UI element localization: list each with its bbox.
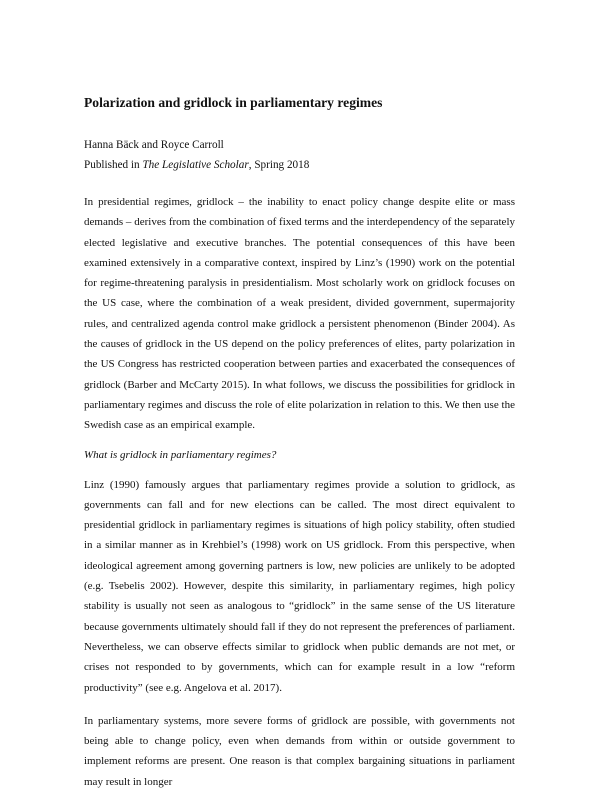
publication-prefix: Published in	[84, 159, 143, 171]
spacer	[84, 698, 515, 711]
paragraph-intro: In presidential regimes, gridlock – the inability to enact policy change despite elite or mass demands – derives from the combination of fixed terms and the interdependency of the separately elected legislative and executive branches. The potential consequences of this have been examined extensively in a comparative context, inspired by Linz’s (1990) work on the potential for regime-threatening paralysis in presidentialism. Most scholarly work on gridlock focuses on the US case, where the combination of a weak president, divided government, supermajority rules, and centralized agenda control make gridlock a persistent phenomenon (Binder 2004). As the causes of gridlock in the US depend on the policy preferences of elites, party polarization in the US Congress has restricted cooperation between parties and exacerbated the consequences of gridlock (Barber and McCarty 2015). In what follows, we discuss the possibilities for gridlock in parliamentary regimes and discuss the role of elite polarization in relation to this. We then use the Swedish case as an empirical example.	[84, 196, 515, 432]
paragraph-parliamentary: In parliamentary systems, more severe forms of gridlock are possible, with governments not being able to change policy, even when demands from within or outside government to implement reforms are present. One reason is that complex bargaining situations in parliament may result in longer	[84, 714, 515, 788]
section-subheading: What is gridlock in parliamentary regimes?	[84, 448, 277, 461]
journal-name: The Legislative Scholar	[142, 159, 249, 171]
authors: Hanna Bäck and Royce Carroll	[84, 139, 224, 151]
publication-suffix: , Spring 2018	[248, 159, 310, 171]
paragraph-gridlock: Linz (1990) famously argues that parliamentary regimes provide a solution to gridlock, as governments can fall and for new elections can be called. The most direct equivalent to presidential gridlock in parliamentary regimes is situations of high policy stability, often studied in a similar manner as in Krehbiel’s (1998) work on US gridlock. From this perspective, when ideological agreement among governing partners is low, new policies are unlikely to be adopted (e.g. Tsebelis 2002). However, despite this similarity, in parliamentary regimes, high policy stability is usually not seen as analogous to “gridlock” in the same sense of the US literature because governments ultimately should fall if they do not represent the preferences of parliament. Nevertheless, we can observe effects similar to gridlock when public demands are not met, or crises not responded to by governments, which can for example result in a low “reform productivity” (see e.g. Angelova et al. 2017).	[84, 478, 515, 694]
publication-line	[84, 155, 515, 175]
spacer	[84, 175, 515, 192]
paper-title: Polarization and gridlock in parliamentary regimes	[84, 95, 383, 110]
